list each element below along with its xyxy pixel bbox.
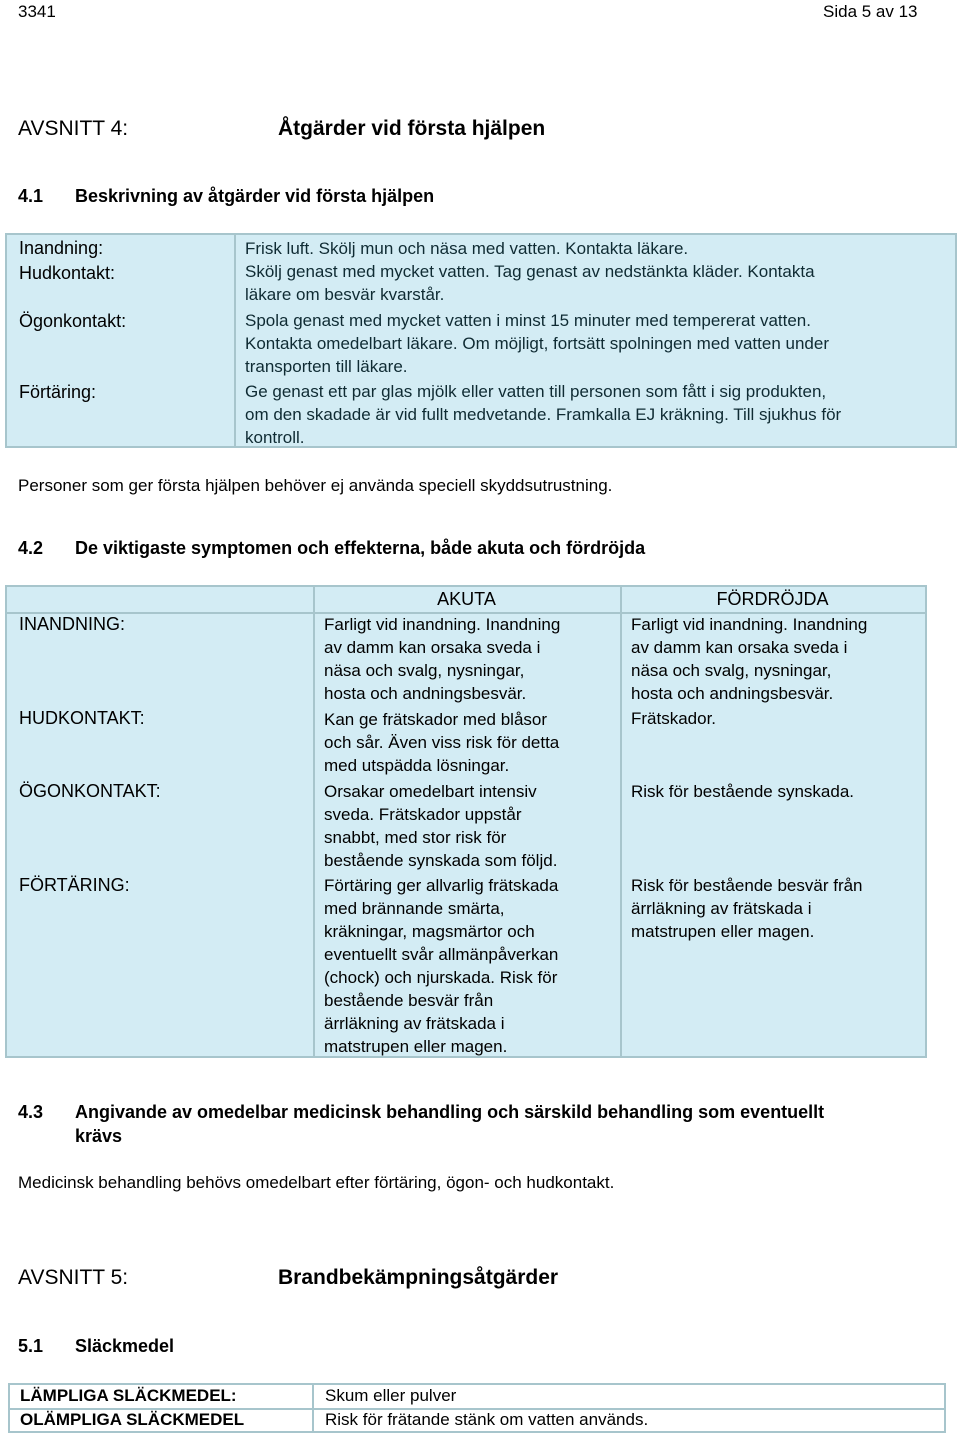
acute-line: näsa och svalg, nysningar,	[324, 661, 525, 680]
treatment-note: Medicinsk behandling behövs omedelbart efter förtäring, ögon- och hudkontakt.	[18, 1173, 615, 1192]
column-divider	[234, 235, 236, 446]
label-skin-contact: Hudkontakt:	[19, 263, 116, 283]
section-4-label: AVSNITT 4:	[18, 117, 129, 140]
subsection-5-1-title: Släckmedel	[75, 1336, 175, 1356]
subsection-4-3-number: 4.3	[18, 1102, 44, 1122]
delayed-line: Risk för bestående synskada.	[631, 782, 855, 801]
delayed-line: Frätskador.	[631, 709, 717, 728]
acute-line: Förtäring ger allvarlig frätskada	[324, 876, 559, 895]
first-aid-line: om den skadade är vid fullt medvetande. Framkalla EJ kräkning. Till sjukhus för	[245, 405, 842, 424]
label-inhalation: Inandning:	[19, 238, 104, 258]
subsection-4-1-title: Beskrivning av åtgärder vid första hjälpen	[75, 186, 435, 206]
symptoms-table	[5, 585, 927, 1058]
suitable-media-label: LÄMPLIGA SLÄCKMEDEL:	[20, 1386, 237, 1405]
extinguishing-media-table	[8, 1383, 946, 1433]
acute-line: bestående synskada som följd.	[324, 851, 558, 870]
subsection-4-2-title: De viktigaste symptomen och effekterna, både akuta och fördröjda	[75, 538, 646, 558]
ppe-note: Personer som ger första hjälpen behöver ej använda speciell skyddsutrustning.	[18, 476, 613, 495]
first-aid-line: kontroll.	[245, 428, 305, 447]
page-indicator: Sida 5 av 13	[823, 2, 918, 21]
delayed-line: hosta och andningsbesvär.	[631, 684, 834, 703]
column-header-delayed: FÖRDRÖJDA	[716, 589, 829, 609]
section-4-title: Åtgärder vid första hjälpen	[278, 117, 546, 140]
acute-line: sveda. Frätskador uppstår	[324, 805, 522, 824]
first-aid-line: Frisk luft. Skölj mun och näsa med vatten. Kontakta läkare.	[245, 239, 689, 258]
delayed-line: näsa och svalg, nysningar,	[631, 661, 832, 680]
unsuitable-media-label: OLÄMPLIGA SLÄCKMEDEL	[20, 1410, 245, 1429]
first-aid-table	[5, 233, 957, 448]
suitable-media-value: Skum eller pulver	[325, 1386, 457, 1405]
label-eye-contact: Ögonkontakt:	[19, 311, 127, 331]
row-label-ingestion: FÖRTÄRING:	[19, 875, 130, 895]
row-label-eye-contact: ÖGONKONTAKT:	[19, 781, 161, 801]
acute-line: och sår. Även viss risk för detta	[324, 733, 560, 752]
acute-line: Kan ge frätskador med blåsor	[324, 710, 548, 729]
delayed-line: Farligt vid inandning. Inandning	[631, 615, 868, 634]
acute-line: med brännande smärta,	[324, 899, 505, 918]
subsection-4-3-title-line1: Angivande av omedelbar medicinsk behandling och särskild behandling som eventuellt	[75, 1102, 825, 1122]
row-label-inhalation: INANDNING:	[19, 614, 126, 634]
first-aid-line: Kontakta omedelbart läkare. Om möjligt, fortsätt spolningen med vatten under	[245, 334, 829, 353]
column-divider	[313, 587, 315, 1056]
first-aid-line: Spola genast med mycket vatten i minst 15 minuter med tempererat vatten.	[245, 311, 811, 330]
first-aid-line: läkare om besvär kvarstår.	[245, 285, 445, 304]
subsection-4-2-number: 4.2	[18, 538, 44, 558]
acute-line: matstrupen eller magen.	[324, 1037, 508, 1056]
acute-line: hosta och andningsbesvär.	[324, 684, 527, 703]
section-5-title: Brandbekämpningsåtgärder	[278, 1266, 559, 1289]
acute-line: eventuellt svår allmänpåverkan	[324, 945, 559, 964]
column-divider	[620, 587, 622, 1056]
subsection-5-1-number: 5.1	[18, 1336, 44, 1356]
acute-line: kräkningar, magsmärtor och	[324, 922, 535, 941]
subsection-4-3-title-line2: krävs	[75, 1126, 123, 1146]
first-aid-line: Skölj genast med mycket vatten. Tag genast av nedstänkta kläder. Kontakta	[245, 262, 815, 281]
unsuitable-media-value: Risk för frätande stänk om vatten används.	[325, 1410, 649, 1429]
row-label-skin-contact: HUDKONTAKT:	[19, 708, 145, 728]
document-number: 3341	[18, 2, 56, 21]
first-aid-line: transporten till läkare.	[245, 357, 408, 376]
acute-line: (chock) och njurskada. Risk för	[324, 968, 558, 987]
section-5-label: AVSNITT 5:	[18, 1266, 129, 1289]
label-ingestion: Förtäring:	[19, 382, 97, 402]
subsection-4-1-number: 4.1	[18, 186, 44, 206]
acute-line: Orsakar omedelbart intensiv	[324, 782, 537, 801]
acute-line: av damm kan orsaka sveda i	[324, 638, 541, 657]
delayed-line: ärrläkning av frätskada i	[631, 899, 812, 918]
acute-line: ärrläkning av frätskada i	[324, 1014, 505, 1033]
acute-line: bestående besvär från	[324, 991, 494, 1010]
delayed-line: av damm kan orsaka sveda i	[631, 638, 848, 657]
acute-line: Farligt vid inandning. Inandning	[324, 615, 561, 634]
acute-line: snabbt, med stor risk för	[324, 828, 507, 847]
delayed-line: matstrupen eller magen.	[631, 922, 815, 941]
column-header-acute: AKUTA	[437, 589, 496, 609]
delayed-line: Risk för bestående besvär från	[631, 876, 863, 895]
acute-line: med utspädda lösningar.	[324, 756, 510, 775]
first-aid-line: Ge genast ett par glas mjölk eller vatten till personen som fått i sig produkten,	[245, 382, 827, 401]
